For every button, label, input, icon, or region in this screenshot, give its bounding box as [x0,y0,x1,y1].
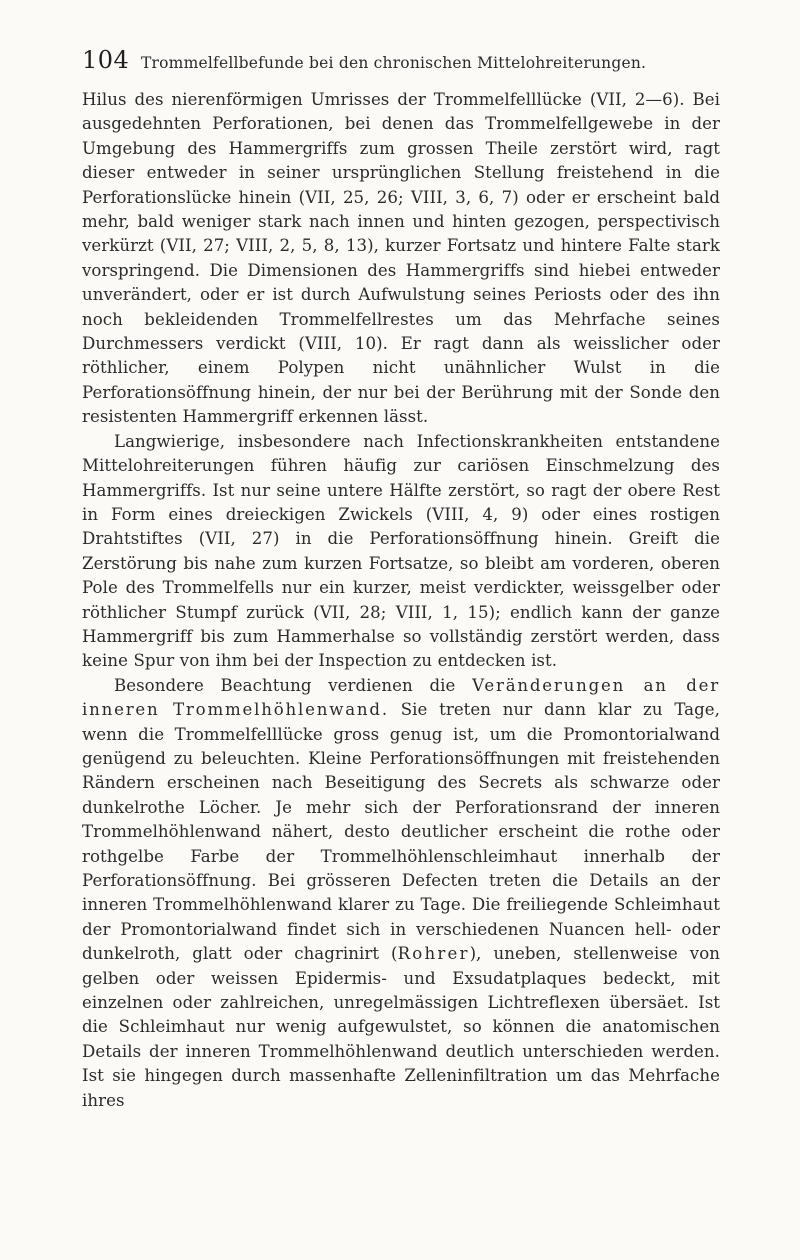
page-number: 104 [82,46,130,74]
paragraph-inner-wall [82,674,720,1113]
paragraph-inner-wall-start: Besondere Beachtung verdienen die [114,675,473,695]
author-name-rohrer: Rohrer [397,944,470,964]
paragraph-hammergriff-perforation: Hilus des nierenförmigen Umrisses der Trommelfelllücke (VII, 2—6). Bei ausgedehnten Perforationen, bei denen das Trommelfellgewebe in der Umgebung des Hammergriffs zum grossen Theile zerstört wird, ragt dieser entweder in seiner ursprünglichen Stellung freistehend in die Perforationslücke hinein (VII, 25, 26; VIII, 3, 6, 7) oder er erscheint bald mehr, bald weniger stark nach innen und hinten gezogen, perspectivisch verkürzt (VII, 27; VIII, 2, 5, 8, 13), kurzer Fortsatz und hintere Falte stark vorspringend. Die Dimensionen des Hammergriffs sind hiebei entweder unverändert, oder er ist durch Aufwulstung seines Periosts oder des ihn noch bekleidenden Trommelfellrestes um das Mehrfache seines Durchmessers verdickt (VIII, 10). Er ragt dann als weisslicher oder röthlicher, einem Polypen nicht unähnlicher Wulst in die Perforationsöffnung hinein, der nur bei der Berührung mit der Sonde den resistenten Hammergriff erkennen lässt. [82,90,720,427]
paragraph-inner-wall-middle: Sie treten nur dann klar zu Tage, wenn die Trommelfelllücke gross genug ist, um die Promontorialwand genügend zu beleuchten. Kleine Perforationsöffnungen mit freistehenden Rändern erscheinen nach Beseitigung des Secrets als schwarze oder dunkelrothe Löcher. Je mehr sich der Perforationsrand der inneren Trommelhöhlenwand nähert, desto deutlicher erscheint die rothe oder rothgelbe Farbe der Trommelhöhlenschleimhaut innerhalb der Perforationsöffnung. Bei grösseren Defecten treten die Details an der inneren Trommelhöhlenwand klarer zu Tage. Die freiliegende Schleimhaut der Promontorialwand findet sich in verschiedenen Nuancen hell- oder dunkelroth, glatt oder chagrinirt ( [82,700,720,964]
emphasized-heading-text: Veränderungen an der inneren Trommelhöhlenwand. [82,675,721,720]
running-title: Trommelfellbefunde bei den chronischen Mittelohreiterungen. [141,54,647,72]
paragraph-hammergriff-caries: Langwierige, insbesondere nach Infectionskrankheiten entstandene Mittelohreiterungen führen häufig zur cariösen Einschmelzung des Hammergriffs. Ist nur seine untere Hälfte zerstört, so ragt der obere Rest in Form eines dreieckigen Zwickels (VIII, 4, 9) oder eines rostigen Drahtstiftes (VII, 27) in die Perforationsöffnung hinein. Greift die Zerstörung bis nahe zum kurzen Fortsatze, so bleibt am vorderen, oberen Pole des Trommelfells nur ein kurzer, meist verdickter, weissgelber oder röthlicher Stumpf zurück (VII, 28; VIII, 1, 15); endlich kann der ganze Hammergriff bis zum Hammerhalse so vollständig zerstört werden, dass keine Spur von ihm bei der Inspection zu entdecken ist. [82,431,720,671]
page-header [82,46,720,86]
paragraph-inner-wall-end: ), uneben, stellenweise von gelben oder weissen Epidermis- und Exsudatplaques bedeckt, mit einzelnen oder zahlreichen, unregelmässigen Lichtreflexen übersäet. Ist die Schleimhaut nur wenig aufgewulstet, so können die anatomischen Details der inneren Trommelhöhlenwand deutlich unterschieden werden. Ist sie hingegen durch massenhafte Zelleninfiltration um das Mehrfache ihres [82,944,720,1110]
body-text [82,88,720,1113]
